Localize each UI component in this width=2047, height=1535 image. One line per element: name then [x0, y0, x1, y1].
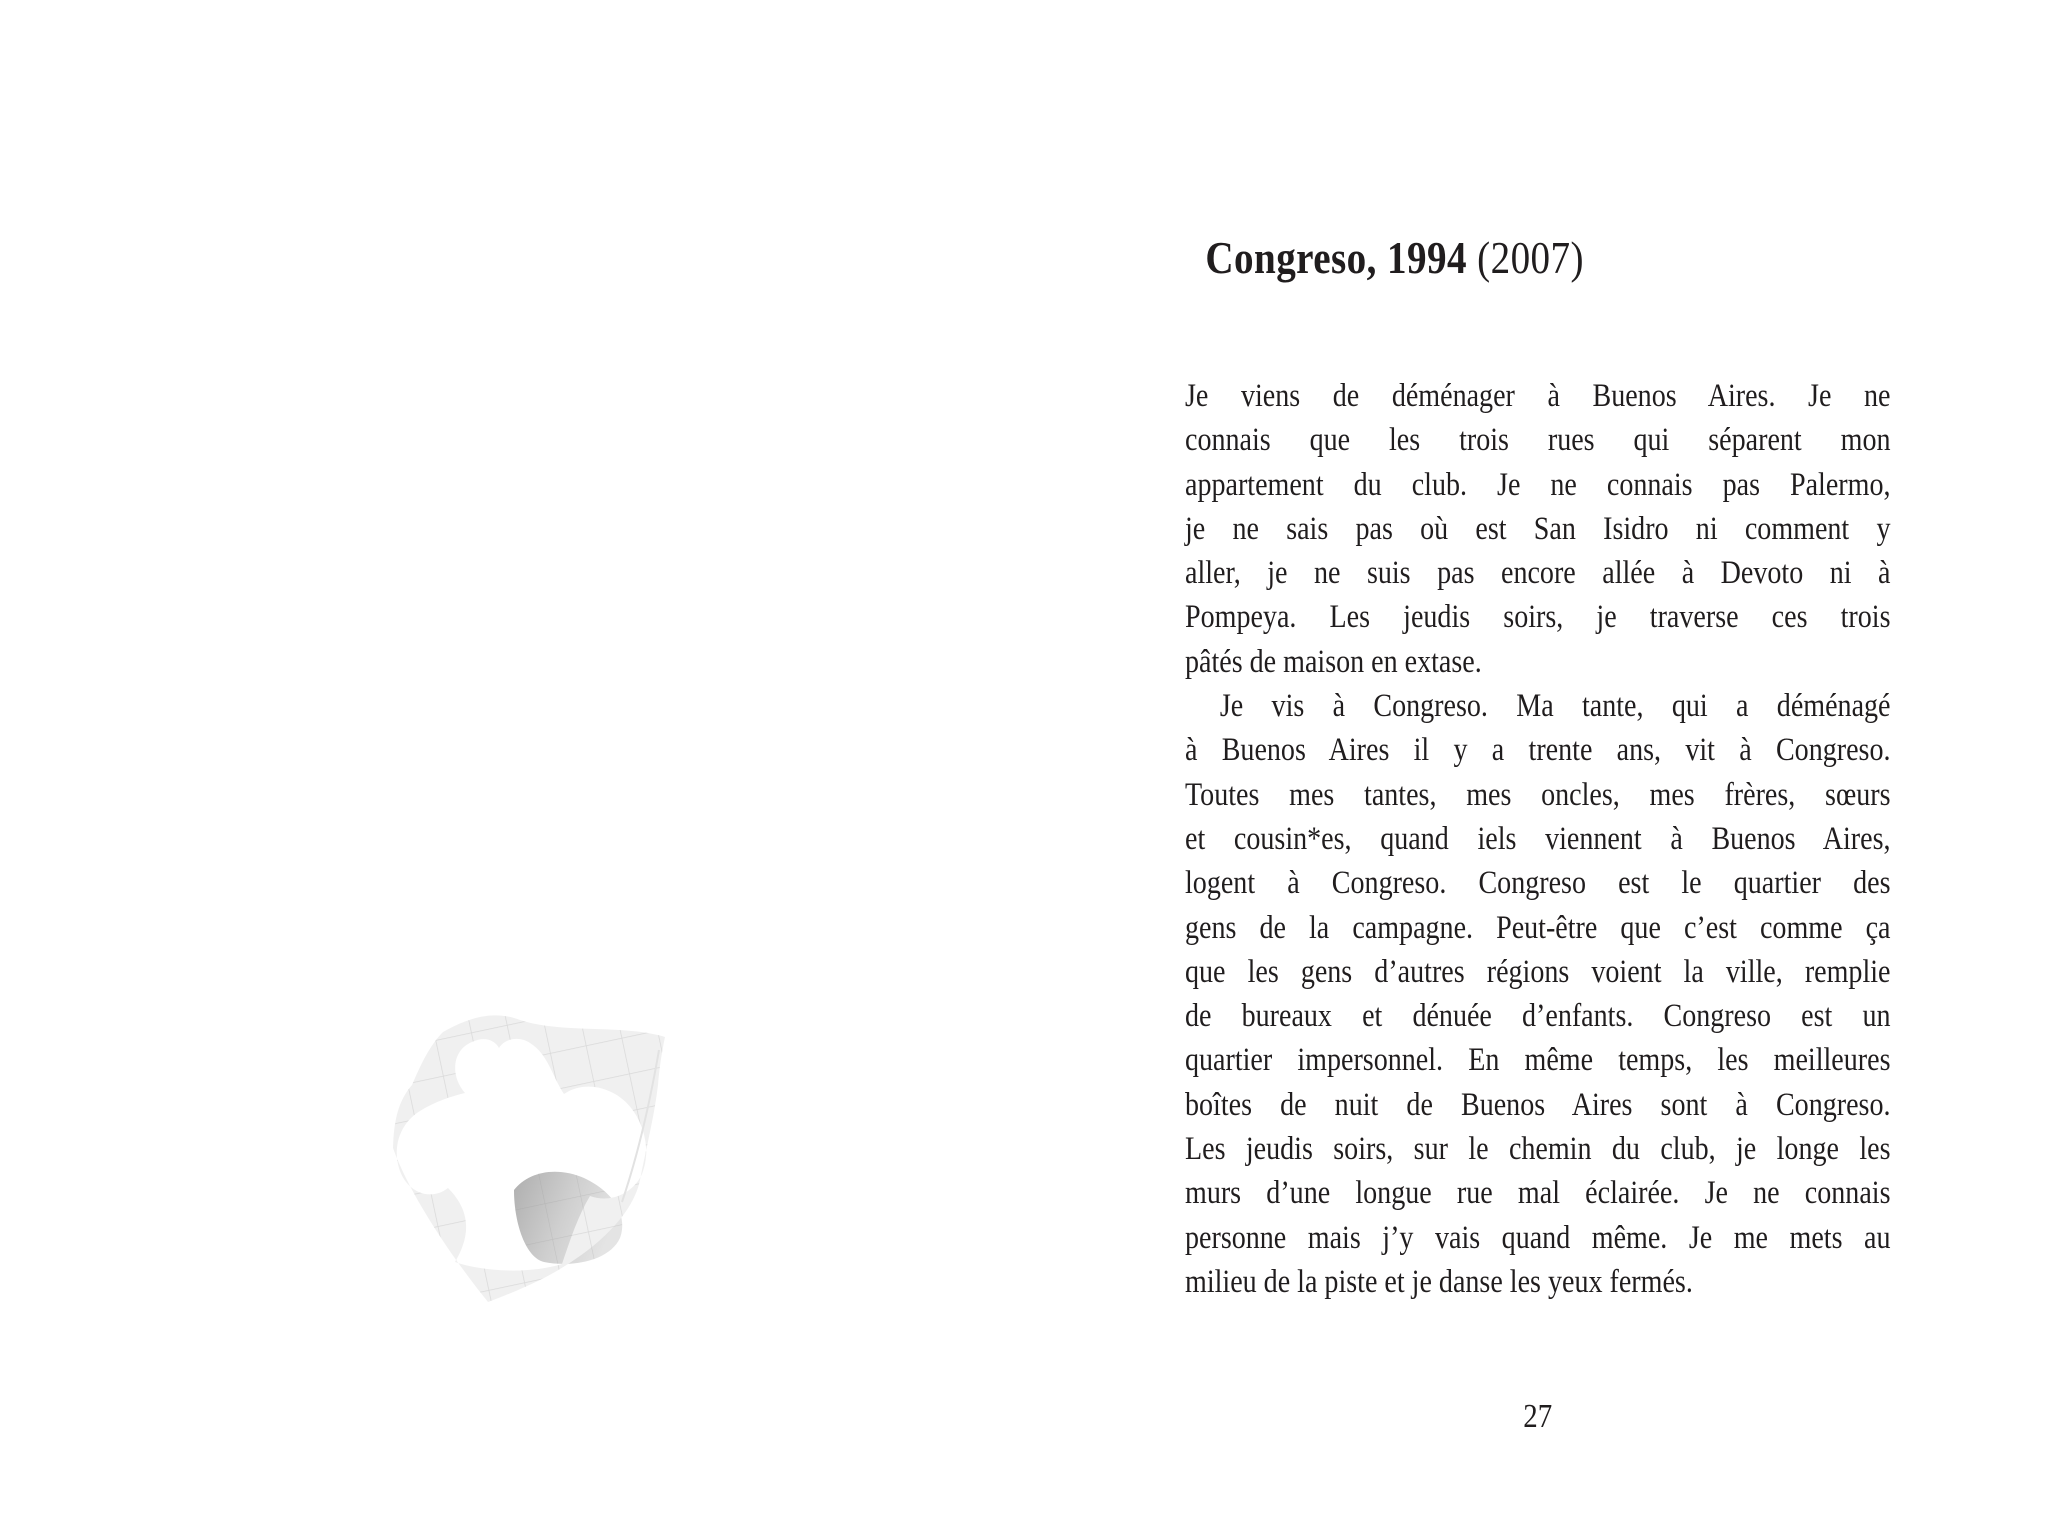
text-line: et cousin*es, quand iels viennent à Buenos Aires, [1185, 820, 1891, 857]
text-line: pâtés de maison en extase. [1185, 643, 1482, 680]
text-line: logent à Congreso. Congreso est le quartier des [1185, 865, 1891, 902]
text-line: Toutes mes tantes, mes oncles, mes frères, sœurs [1185, 776, 1891, 813]
text-line: milieu de la piste et je danse les yeux fermés. [1185, 1263, 1693, 1300]
chapter-title-year-suffix: (2007) [1466, 232, 1584, 283]
text-line: boîtes de nuit de Buenos Aires sont à Congreso. [1185, 1086, 1891, 1123]
text-line: gens de la campagne. Peut-être que c’est comme ça [1185, 909, 1891, 946]
chapter-title [1205, 233, 1584, 284]
text-line: Je viens de déménager à Buenos Aires. Je ne [1185, 378, 1891, 414]
grid-paper-with-shamrock-hole [393, 1015, 665, 1302]
body-text [1185, 374, 1891, 1304]
right-page [1185, 232, 1891, 1500]
text-line: à Buenos Aires il y a trente ans, vit à Congreso. [1185, 732, 1891, 769]
paragraph [1185, 684, 1891, 1304]
text-line: de bureaux et dénuée d’enfants. Congreso est un [1185, 998, 1891, 1035]
text-line: je ne sais pas où est San Isidro ni comment y [1185, 510, 1891, 547]
chapter-title-main: Congreso, 1994 [1205, 232, 1467, 283]
shamrock-cutout-graphic [392, 1012, 672, 1304]
text-line: connais que les trois rues qui séparent mon [1185, 422, 1891, 459]
text-line: Pompeya. Les jeudis soirs, je traverse ces trois [1185, 599, 1891, 636]
text-line: que les gens d’autres régions voient la ville, remplie [1185, 953, 1891, 990]
text-line: Les jeudis soirs, sur le chemin du club, je longe les [1185, 1131, 1891, 1168]
paragraph [1185, 374, 1891, 684]
text-line: aller, je ne suis pas encore allée à Devoto ni à [1185, 555, 1891, 592]
page-number: 27 [1523, 1398, 1553, 1435]
text-line: quartier impersonnel. En même temps, les meilleures [1185, 1042, 1891, 1079]
text-line: appartement du club. Je ne connais pas Palermo, [1185, 466, 1891, 503]
left-page-artwork [392, 1012, 672, 1304]
text-line: personne mais j’y vais quand même. Je me mets au [1185, 1219, 1891, 1256]
text-line: Je vis à Congreso. Ma tante, qui a déménagé [1219, 688, 1891, 725]
text-line: murs d’une longue rue mal éclairée. Je ne connais [1185, 1175, 1891, 1212]
